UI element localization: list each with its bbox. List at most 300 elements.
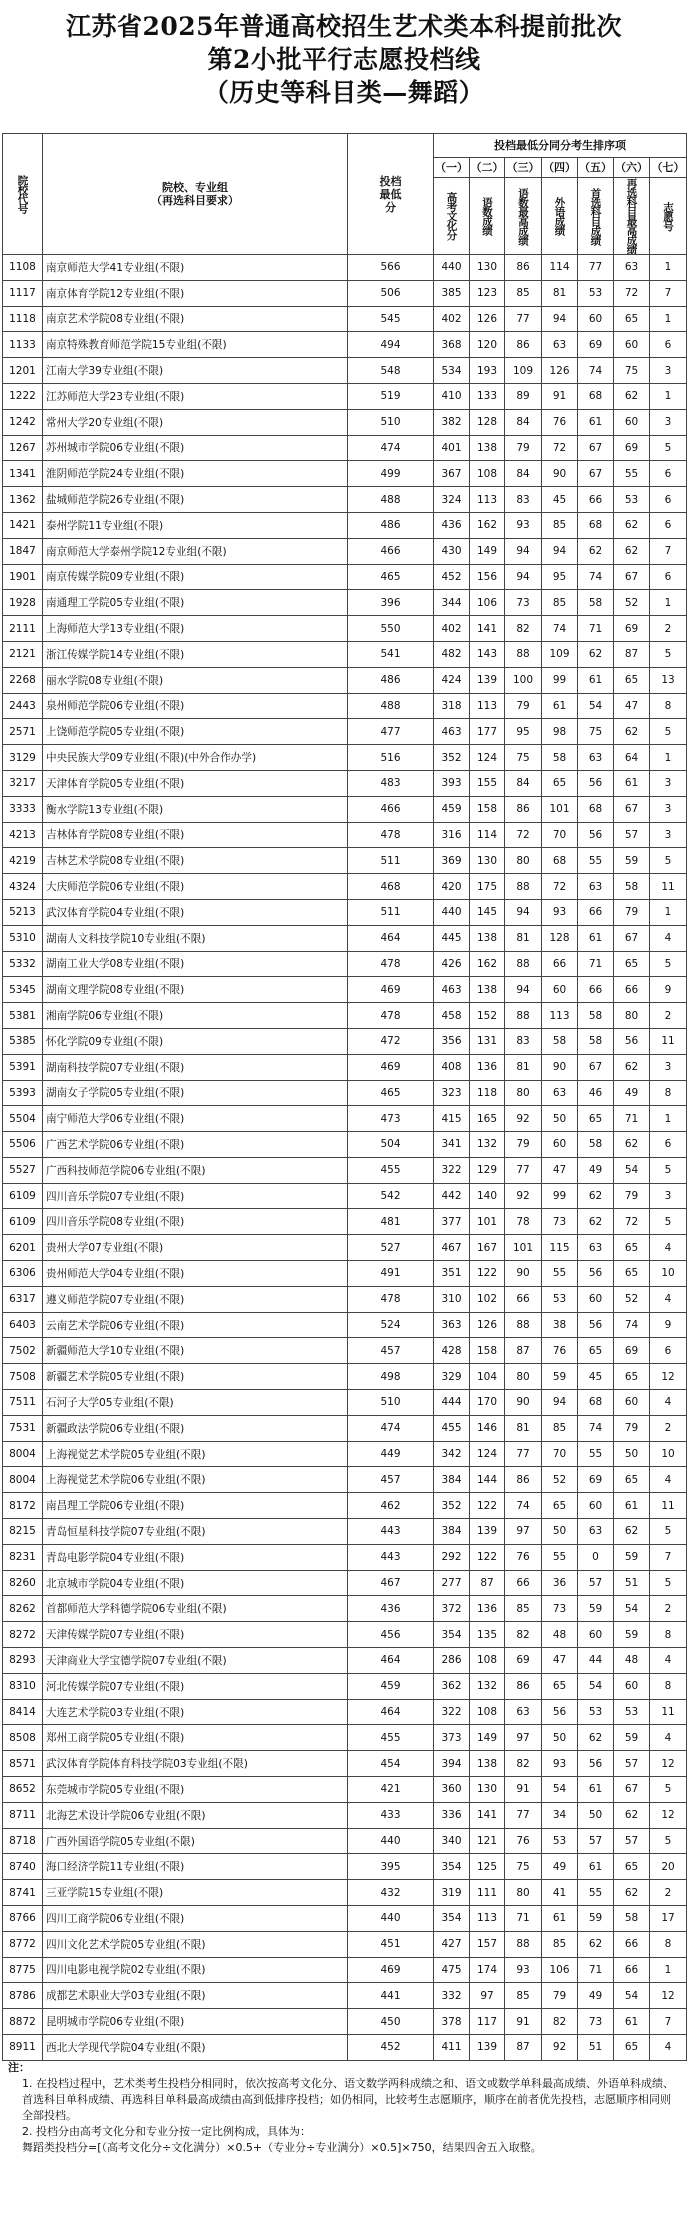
- school-code-cell: 5506: [3, 1132, 43, 1158]
- foreign-lang-score-cell: 34: [542, 1802, 578, 1828]
- school-name-cell: 上饶师范学院05专业组(不限): [43, 719, 348, 745]
- chn-math-max-cell: 80: [505, 1080, 542, 1106]
- chn-math-max-cell: 94: [505, 538, 542, 564]
- foreign-lang-score-cell: 85: [542, 512, 578, 538]
- second-subject-max-cell: 49: [614, 1080, 650, 1106]
- table-row: [3, 719, 687, 745]
- gaokao-score-cell: 362: [434, 1673, 470, 1699]
- chn-math-max-cell: 79: [505, 693, 542, 719]
- foreign-lang-score-cell: 41: [542, 1880, 578, 1906]
- foreign-lang-score-cell: 36: [542, 1570, 578, 1596]
- foreign-lang-score-cell: 50: [542, 1725, 578, 1751]
- preference-no-cell: 4: [650, 925, 687, 951]
- gaokao-score-cell: 452: [434, 564, 470, 590]
- chn-math-score-cell: 102: [470, 1286, 505, 1312]
- second-subject-max-cell: 65: [614, 951, 650, 977]
- school-code-cell: 8772: [3, 1931, 43, 1957]
- chn-math-score-cell: 122: [470, 1493, 505, 1519]
- chn-math-score-cell: 123: [470, 280, 505, 306]
- min-score-cell: 527: [348, 1235, 434, 1261]
- chn-math-max-cell: 94: [505, 977, 542, 1003]
- first-subject-score-cell: 58: [578, 590, 614, 616]
- min-score-cell: 396: [348, 590, 434, 616]
- chn-math-max-cell: 82: [505, 1622, 542, 1648]
- chn-math-score-cell: 125: [470, 1854, 505, 1880]
- school-name-cell: 南京师范大学41专业组(不限): [43, 255, 348, 281]
- school-name-cell: 湘南学院06专业组(不限): [43, 1003, 348, 1029]
- chn-math-score-cell: 165: [470, 1106, 505, 1132]
- second-subject-max-cell: 61: [614, 2009, 650, 2035]
- chn-math-max-cell: 77: [505, 1157, 542, 1183]
- gaokao-score-cell: 463: [434, 977, 470, 1003]
- chn-math-max-cell: 95: [505, 719, 542, 745]
- foreign-lang-score-cell: 63: [542, 1080, 578, 1106]
- first-subject-score-cell: 58: [578, 1003, 614, 1029]
- chn-math-max-cell: 81: [505, 1054, 542, 1080]
- chn-math-max-cell: 90: [505, 1261, 542, 1287]
- chn-math-max-cell: 88: [505, 1003, 542, 1029]
- school-code-cell: 8571: [3, 1751, 43, 1777]
- first-subject-score-cell: 58: [578, 1132, 614, 1158]
- preference-no-cell: 6: [650, 512, 687, 538]
- chn-math-score-cell: 121: [470, 1828, 505, 1854]
- chn-math-max-cell: 93: [505, 1957, 542, 1983]
- preference-no-cell: 3: [650, 409, 687, 435]
- chn-math-max-cell: 86: [505, 1673, 542, 1699]
- gaokao-score-cell: 408: [434, 1054, 470, 1080]
- school-code-cell: 8004: [3, 1441, 43, 1467]
- gaokao-score-cell: 340: [434, 1828, 470, 1854]
- chn-math-max-cell: 88: [505, 641, 542, 667]
- second-subject-max-cell: 65: [614, 1235, 650, 1261]
- preference-no-cell: 6: [650, 1132, 687, 1158]
- first-subject-score-cell: 74: [578, 358, 614, 384]
- score-table: [2, 133, 687, 2061]
- gaokao-score-cell: 442: [434, 1183, 470, 1209]
- chn-math-max-cell: 101: [505, 1235, 542, 1261]
- foreign-lang-score-cell: 48: [542, 1622, 578, 1648]
- foreign-lang-score-cell: 45: [542, 487, 578, 513]
- second-subject-max-cell: 57: [614, 822, 650, 848]
- school-name-cell: 新疆师范大学10专业组(不限): [43, 1338, 348, 1364]
- header-group: 投档最低分同分考生排序项: [434, 134, 687, 158]
- chn-math-max-cell: 86: [505, 796, 542, 822]
- chn-math-score-cell: 122: [470, 1261, 505, 1287]
- gaokao-score-cell: 342: [434, 1441, 470, 1467]
- first-subject-score-cell: 59: [578, 1906, 614, 1932]
- preference-no-cell: 2: [650, 1003, 687, 1029]
- chn-math-score-cell: 108: [470, 1699, 505, 1725]
- first-subject-score-cell: 71: [578, 1957, 614, 1983]
- foreign-lang-score-cell: 101: [542, 796, 578, 822]
- school-code-cell: 1341: [3, 461, 43, 487]
- preference-no-cell: 5: [650, 1777, 687, 1803]
- chn-math-score-cell: 193: [470, 358, 505, 384]
- second-subject-max-cell: 72: [614, 280, 650, 306]
- chn-math-score-cell: 140: [470, 1183, 505, 1209]
- chn-math-score-cell: 144: [470, 1467, 505, 1493]
- table-row: [3, 1286, 687, 1312]
- min-score-cell: 472: [348, 1028, 434, 1054]
- first-subject-score-cell: 67: [578, 461, 614, 487]
- school-code-cell: 1117: [3, 280, 43, 306]
- notes-head: 注：: [8, 2061, 30, 2074]
- school-name-cell: 常州大学20专业组(不限): [43, 409, 348, 435]
- table-row: [3, 538, 687, 564]
- gaokao-score-cell: 352: [434, 1493, 470, 1519]
- min-score-cell: 550: [348, 616, 434, 642]
- preference-no-cell: 4: [650, 1648, 687, 1674]
- preference-no-cell: 5: [650, 641, 687, 667]
- chn-math-score-cell: 141: [470, 1802, 505, 1828]
- second-subject-max-cell: 65: [614, 1467, 650, 1493]
- school-name-cell: 天津商业大学宝德学院07专业组(不限): [43, 1648, 348, 1674]
- school-code-cell: 8004: [3, 1467, 43, 1493]
- gaokao-score-cell: 360: [434, 1777, 470, 1803]
- chn-math-score-cell: 136: [470, 1596, 505, 1622]
- table-row: [3, 1983, 687, 2009]
- preference-no-cell: 11: [650, 874, 687, 900]
- preference-no-cell: 2: [650, 616, 687, 642]
- second-subject-max-cell: 65: [614, 1364, 650, 1390]
- first-subject-score-cell: 54: [578, 693, 614, 719]
- second-subject-max-cell: 50: [614, 1441, 650, 1467]
- school-name-cell: 南京体育学院12专业组(不限): [43, 280, 348, 306]
- preference-no-cell: 12: [650, 1802, 687, 1828]
- table-row: [3, 306, 687, 332]
- school-name-cell: 青岛电影学院04专业组(不限): [43, 1544, 348, 1570]
- second-subject-max-cell: 57: [614, 1828, 650, 1854]
- header-num-4: （四）: [542, 158, 578, 178]
- gaokao-score-cell: 373: [434, 1725, 470, 1751]
- foreign-lang-score-cell: 90: [542, 461, 578, 487]
- chn-math-max-cell: 71: [505, 1906, 542, 1932]
- foreign-lang-score-cell: 73: [542, 1209, 578, 1235]
- chn-math-score-cell: 149: [470, 538, 505, 564]
- first-subject-score-cell: 57: [578, 1570, 614, 1596]
- first-subject-score-cell: 63: [578, 745, 614, 771]
- chn-math-score-cell: 131: [470, 1028, 505, 1054]
- first-subject-score-cell: 61: [578, 1777, 614, 1803]
- foreign-lang-score-cell: 53: [542, 1828, 578, 1854]
- min-score-cell: 432: [348, 1880, 434, 1906]
- school-code-cell: 7508: [3, 1364, 43, 1390]
- chn-math-score-cell: 120: [470, 332, 505, 358]
- first-subject-score-cell: 71: [578, 951, 614, 977]
- first-subject-score-cell: 59: [578, 1596, 614, 1622]
- min-score-cell: 548: [348, 358, 434, 384]
- preference-no-cell: 8: [650, 1080, 687, 1106]
- preference-no-cell: 11: [650, 1028, 687, 1054]
- second-subject-max-cell: 79: [614, 1415, 650, 1441]
- min-score-cell: 474: [348, 435, 434, 461]
- preference-no-cell: 5: [650, 435, 687, 461]
- min-score-cell: 440: [348, 1906, 434, 1932]
- first-subject-score-cell: 49: [578, 1157, 614, 1183]
- header-col-6: 再选科目最高成绩: [614, 178, 650, 255]
- second-subject-max-cell: 54: [614, 1596, 650, 1622]
- first-subject-score-cell: 61: [578, 1854, 614, 1880]
- chn-math-max-cell: 88: [505, 874, 542, 900]
- table-row: [3, 1080, 687, 1106]
- school-name-cell: 湖南工业大学08专业组(不限): [43, 951, 348, 977]
- second-subject-max-cell: 60: [614, 409, 650, 435]
- first-subject-score-cell: 51: [578, 2034, 614, 2060]
- foreign-lang-score-cell: 72: [542, 874, 578, 900]
- chn-math-max-cell: 97: [505, 1519, 542, 1545]
- second-subject-max-cell: 67: [614, 796, 650, 822]
- note-2: 2. 投档分由高考文化分和专业分按一定比例构成，具体为：: [22, 2125, 311, 2138]
- table-row: [3, 1880, 687, 1906]
- min-score-cell: 465: [348, 1080, 434, 1106]
- foreign-lang-score-cell: 113: [542, 1003, 578, 1029]
- table-row: [3, 1777, 687, 1803]
- chn-math-score-cell: 139: [470, 2034, 505, 2060]
- min-score-cell: 467: [348, 1570, 434, 1596]
- school-code-cell: 2571: [3, 719, 43, 745]
- second-subject-max-cell: 58: [614, 1906, 650, 1932]
- foreign-lang-score-cell: 47: [542, 1648, 578, 1674]
- min-score-cell: 542: [348, 1183, 434, 1209]
- preference-no-cell: 5: [650, 1157, 687, 1183]
- chn-math-max-cell: 89: [505, 383, 542, 409]
- header-num-7: （七）: [650, 158, 687, 178]
- min-score-cell: 459: [348, 1673, 434, 1699]
- chn-math-max-cell: 77: [505, 1441, 542, 1467]
- preference-no-cell: 1: [650, 306, 687, 332]
- preference-no-cell: 7: [650, 280, 687, 306]
- preference-no-cell: 12: [650, 1364, 687, 1390]
- chn-math-max-cell: 88: [505, 1312, 542, 1338]
- school-name-cell: 湖南科技学院07专业组(不限): [43, 1054, 348, 1080]
- school-name-cell: 昆明城市学院06专业组(不限): [43, 2009, 348, 2035]
- school-name-cell: 贵州大学07专业组(不限): [43, 1235, 348, 1261]
- school-name-cell: 新疆艺术学院05专业组(不限): [43, 1364, 348, 1390]
- chn-math-max-cell: 84: [505, 770, 542, 796]
- first-subject-score-cell: 63: [578, 1235, 614, 1261]
- first-subject-score-cell: 60: [578, 1622, 614, 1648]
- school-code-cell: 8414: [3, 1699, 43, 1725]
- foreign-lang-score-cell: 81: [542, 280, 578, 306]
- foreign-lang-score-cell: 65: [542, 1493, 578, 1519]
- school-code-cell: 1201: [3, 358, 43, 384]
- first-subject-score-cell: 53: [578, 280, 614, 306]
- chn-math-max-cell: 91: [505, 2009, 542, 2035]
- foreign-lang-score-cell: 98: [542, 719, 578, 745]
- second-subject-max-cell: 54: [614, 1157, 650, 1183]
- table-row: [3, 1596, 687, 1622]
- foreign-lang-score-cell: 70: [542, 1441, 578, 1467]
- first-subject-score-cell: 73: [578, 2009, 614, 2035]
- chn-math-max-cell: 91: [505, 1777, 542, 1803]
- table-row: [3, 383, 687, 409]
- gaokao-score-cell: 424: [434, 667, 470, 693]
- chn-math-max-cell: 74: [505, 1493, 542, 1519]
- school-name-cell: 遵义师范学院07专业组(不限): [43, 1286, 348, 1312]
- gaokao-score-cell: 427: [434, 1931, 470, 1957]
- table-row: [3, 1570, 687, 1596]
- chn-math-score-cell: 126: [470, 306, 505, 332]
- first-subject-score-cell: 62: [578, 1183, 614, 1209]
- gaokao-score-cell: 393: [434, 770, 470, 796]
- gaokao-score-cell: 402: [434, 306, 470, 332]
- chn-math-score-cell: 138: [470, 435, 505, 461]
- second-subject-max-cell: 59: [614, 1622, 650, 1648]
- min-score-cell: 436: [348, 1596, 434, 1622]
- chn-math-score-cell: 139: [470, 1519, 505, 1545]
- min-score-cell: 483: [348, 770, 434, 796]
- first-subject-score-cell: 62: [578, 641, 614, 667]
- chn-math-score-cell: 108: [470, 461, 505, 487]
- gaokao-score-cell: 455: [434, 1415, 470, 1441]
- preference-no-cell: 7: [650, 1544, 687, 1570]
- preference-no-cell: 3: [650, 358, 687, 384]
- min-score-cell: 511: [348, 899, 434, 925]
- first-subject-score-cell: 56: [578, 1751, 614, 1777]
- second-subject-max-cell: 59: [614, 1544, 650, 1570]
- first-subject-score-cell: 62: [578, 1725, 614, 1751]
- school-code-cell: 1108: [3, 255, 43, 281]
- chn-math-max-cell: 85: [505, 280, 542, 306]
- foreign-lang-score-cell: 99: [542, 667, 578, 693]
- school-code-cell: 4219: [3, 848, 43, 874]
- chn-math-score-cell: 118: [470, 1080, 505, 1106]
- second-subject-max-cell: 67: [614, 564, 650, 590]
- note-3: 舞蹈类投档分=[（高考文化分÷文化满分）×0.5+（专业分÷专业满分）×0.5]×750，结果四舍五入取整。: [22, 2141, 542, 2154]
- gaokao-score-cell: 459: [434, 796, 470, 822]
- school-name-cell: 大庆师范学院06专业组(不限): [43, 874, 348, 900]
- chn-math-score-cell: 117: [470, 2009, 505, 2035]
- first-subject-score-cell: 45: [578, 1364, 614, 1390]
- second-subject-max-cell: 80: [614, 1003, 650, 1029]
- header-col-5: 首选科目成绩: [578, 178, 614, 255]
- chn-math-max-cell: 66: [505, 1286, 542, 1312]
- school-code-cell: 8740: [3, 1854, 43, 1880]
- first-subject-score-cell: 60: [578, 1286, 614, 1312]
- school-code-cell: 6306: [3, 1261, 43, 1287]
- second-subject-max-cell: 69: [614, 616, 650, 642]
- preference-no-cell: 3: [650, 796, 687, 822]
- table-row: [3, 1544, 687, 1570]
- table-row: [3, 409, 687, 435]
- chn-math-max-cell: 86: [505, 255, 542, 281]
- min-score-cell: 455: [348, 1725, 434, 1751]
- first-subject-score-cell: 63: [578, 1519, 614, 1545]
- school-name-cell: 中央民族大学09专业组(不限)(中外合作办学): [43, 745, 348, 771]
- preference-no-cell: 2: [650, 1596, 687, 1622]
- min-score-cell: 516: [348, 745, 434, 771]
- chn-math-score-cell: 167: [470, 1235, 505, 1261]
- min-score-cell: 451: [348, 1931, 434, 1957]
- second-subject-max-cell: 65: [614, 306, 650, 332]
- foreign-lang-score-cell: 115: [542, 1235, 578, 1261]
- school-name-cell: 江苏师范大学23专业组(不限): [43, 383, 348, 409]
- school-code-cell: 8272: [3, 1622, 43, 1648]
- school-code-cell: 6403: [3, 1312, 43, 1338]
- preference-no-cell: 6: [650, 1338, 687, 1364]
- preference-no-cell: 8: [650, 1673, 687, 1699]
- min-score-cell: 421: [348, 1777, 434, 1803]
- chn-math-score-cell: 152: [470, 1003, 505, 1029]
- second-subject-max-cell: 62: [614, 1132, 650, 1158]
- table-row: [3, 1751, 687, 1777]
- header-name: 院校、专业组 （再选科目要求）: [43, 134, 348, 255]
- chn-math-max-cell: 83: [505, 1028, 542, 1054]
- gaokao-score-cell: 322: [434, 1699, 470, 1725]
- school-code-cell: 7531: [3, 1415, 43, 1441]
- table-row: [3, 1183, 687, 1209]
- school-name-cell: 南通理工学院05专业组(不限): [43, 590, 348, 616]
- second-subject-max-cell: 63: [614, 255, 650, 281]
- min-score-cell: 456: [348, 1622, 434, 1648]
- second-subject-max-cell: 47: [614, 693, 650, 719]
- school-code-cell: 1901: [3, 564, 43, 590]
- table-row: [3, 641, 687, 667]
- gaokao-score-cell: 384: [434, 1467, 470, 1493]
- school-name-cell: 南京特殊教育师范学院15专业组(不限): [43, 332, 348, 358]
- second-subject-max-cell: 65: [614, 2034, 650, 2060]
- school-code-cell: 8310: [3, 1673, 43, 1699]
- gaokao-score-cell: 444: [434, 1390, 470, 1416]
- min-score-cell: 466: [348, 796, 434, 822]
- gaokao-score-cell: 292: [434, 1544, 470, 1570]
- foreign-lang-score-cell: 68: [542, 848, 578, 874]
- first-subject-score-cell: 63: [578, 874, 614, 900]
- preference-no-cell: 9: [650, 977, 687, 1003]
- chn-math-max-cell: 87: [505, 2034, 542, 2060]
- second-subject-max-cell: 58: [614, 874, 650, 900]
- school-code-cell: 1242: [3, 409, 43, 435]
- table-row: [3, 1519, 687, 1545]
- first-subject-score-cell: 56: [578, 770, 614, 796]
- foreign-lang-score-cell: 70: [542, 822, 578, 848]
- gaokao-score-cell: 428: [434, 1338, 470, 1364]
- foreign-lang-score-cell: 38: [542, 1312, 578, 1338]
- min-score-cell: 491: [348, 1261, 434, 1287]
- gaokao-score-cell: 352: [434, 745, 470, 771]
- second-subject-max-cell: 62: [614, 719, 650, 745]
- first-subject-score-cell: 54: [578, 1673, 614, 1699]
- school-name-cell: 盐城师范学院26专业组(不限): [43, 487, 348, 513]
- table-row: [3, 1209, 687, 1235]
- school-code-cell: 5527: [3, 1157, 43, 1183]
- school-code-cell: 1222: [3, 383, 43, 409]
- second-subject-max-cell: 62: [614, 1802, 650, 1828]
- school-code-cell: 5385: [3, 1028, 43, 1054]
- school-name-cell: 上海视觉艺术学院06专业组(不限): [43, 1467, 348, 1493]
- min-score-cell: 449: [348, 1441, 434, 1467]
- table-row: [3, 667, 687, 693]
- school-code-cell: 8786: [3, 1983, 43, 2009]
- table-row: [3, 1054, 687, 1080]
- school-code-cell: 2443: [3, 693, 43, 719]
- chn-math-max-cell: 109: [505, 358, 542, 384]
- school-name-cell: 南京师范大学泰州学院12专业组(不限): [43, 538, 348, 564]
- foreign-lang-score-cell: 55: [542, 1261, 578, 1287]
- chn-math-max-cell: 80: [505, 1364, 542, 1390]
- table-row: [3, 1261, 687, 1287]
- header-col-7: 志愿号: [650, 178, 687, 255]
- gaokao-score-cell: 369: [434, 848, 470, 874]
- foreign-lang-score-cell: 128: [542, 925, 578, 951]
- preference-no-cell: 5: [650, 848, 687, 874]
- school-name-cell: 怀化学院09专业组(不限): [43, 1028, 348, 1054]
- gaokao-score-cell: 363: [434, 1312, 470, 1338]
- gaokao-score-cell: 463: [434, 719, 470, 745]
- second-subject-max-cell: 61: [614, 770, 650, 796]
- min-score-cell: 464: [348, 1699, 434, 1725]
- table-row: [3, 848, 687, 874]
